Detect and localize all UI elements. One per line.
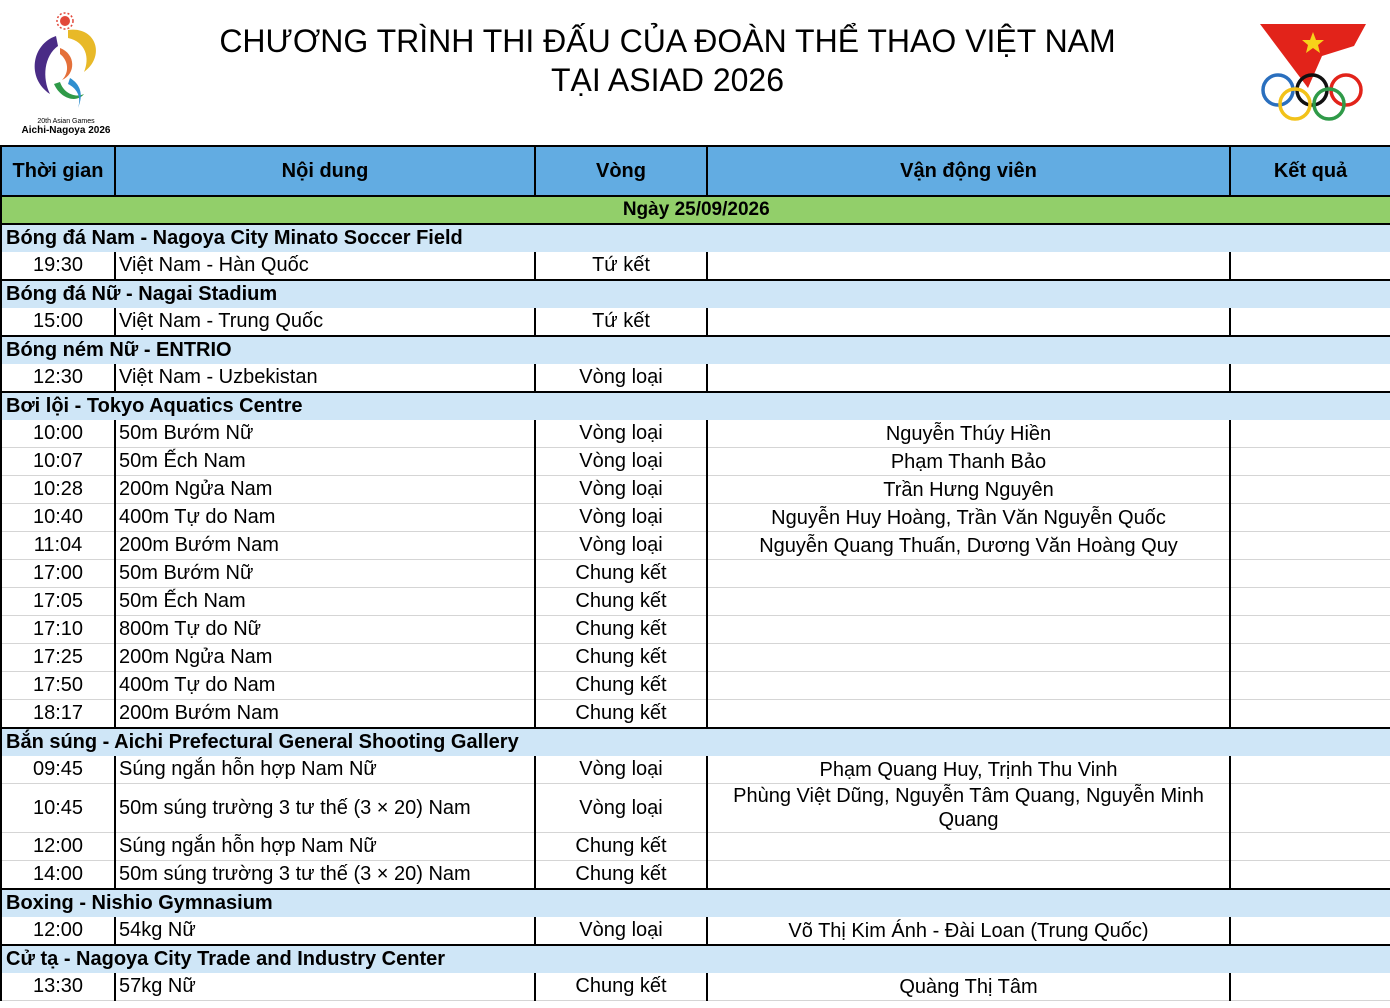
athletes-cell (707, 861, 1230, 890)
schedule-body (1, 196, 1390, 1001)
event-name-cell: 200m Ngửa Nam (115, 476, 535, 504)
table-row (1, 784, 1390, 833)
event-round-cell: Chung kết (535, 616, 707, 644)
event-time-cell: 17:50 (1, 672, 115, 700)
athletes-cell: Nguyễn Quang Thuấn, Dương Văn Hoàng Quy (707, 532, 1230, 560)
athletes-cell: Phùng Việt Dũng, Nguyễn Tâm Quang, Nguyễn Minh Quang (707, 784, 1230, 833)
athletes-cell (707, 644, 1230, 672)
event-time-cell: 12:00 (1, 917, 115, 945)
sport-group-title: Bắn súng - Aichi Prefectural General Shooting Gallery (1, 728, 1390, 756)
athletes-cell (707, 308, 1230, 336)
event-time-cell: 19:30 (1, 252, 115, 280)
result-cell (1230, 861, 1390, 890)
result-cell (1230, 532, 1390, 560)
event-name-cell: 200m Ngửa Nam (115, 644, 535, 672)
sport-group-row (1, 392, 1390, 420)
sport-group-row (1, 889, 1390, 917)
event-round-cell: Chung kết (535, 700, 707, 729)
table-row (1, 308, 1390, 336)
athletes-cell: Phạm Quang Huy, Trịnh Thu Vinh (707, 756, 1230, 784)
result-cell (1230, 420, 1390, 448)
event-round-cell: Vòng loại (535, 532, 707, 560)
result-cell (1230, 700, 1390, 729)
table-row (1, 420, 1390, 448)
event-round-cell: Vòng loại (535, 364, 707, 392)
event-name-cell: 54kg Nữ (115, 917, 535, 945)
event-round-cell: Chung kết (535, 588, 707, 616)
sport-group-row (1, 224, 1390, 252)
title-line-1: CHƯƠNG TRÌNH THI ĐẤU CỦA ĐOÀN THỂ THAO VIỆT NAM (219, 23, 1116, 59)
table-row (1, 504, 1390, 532)
event-name-cell: 50m Bướm Nữ (115, 420, 535, 448)
sport-group-row (1, 945, 1390, 973)
event-round-cell: Chung kết (535, 833, 707, 861)
result-cell (1230, 476, 1390, 504)
table-row (1, 973, 1390, 1001)
event-name-cell: 50m Bướm Nữ (115, 560, 535, 588)
athletes-cell (707, 252, 1230, 280)
event-round-cell: Vòng loại (535, 504, 707, 532)
event-name-cell: Súng ngắn hỗn hợp Nam Nữ (115, 833, 535, 861)
athletes-cell: Quàng Thị Tâm (707, 973, 1230, 1001)
event-time-cell: 11:04 (1, 532, 115, 560)
page-title (0, 22, 1390, 100)
table-row (1, 560, 1390, 588)
event-time-cell: 12:30 (1, 364, 115, 392)
table-row (1, 833, 1390, 861)
event-round-cell: Tứ kết (535, 252, 707, 280)
athletes-cell (707, 588, 1230, 616)
result-cell (1230, 973, 1390, 1001)
sport-group-title: Bơi lội - Tokyo Aquatics Centre (1, 392, 1390, 420)
athletes-cell: Nguyễn Thúy Hiền (707, 420, 1230, 448)
event-round-cell: Vòng loại (535, 476, 707, 504)
sport-group-title: Bóng đá Nữ - Nagai Stadium (1, 280, 1390, 308)
athletes-cell: Nguyễn Huy Hoàng, Trần Văn Nguyễn Quốc (707, 504, 1230, 532)
athletes-cell (707, 833, 1230, 861)
event-name-cell: 200m Bướm Nam (115, 532, 535, 560)
athletes-cell (707, 672, 1230, 700)
event-time-cell: 18:17 (1, 700, 115, 729)
result-cell (1230, 784, 1390, 833)
table-row (1, 644, 1390, 672)
sport-group-row (1, 280, 1390, 308)
sport-group-title: Boxing - Nishio Gymnasium (1, 889, 1390, 917)
event-name-cell: Việt Nam - Trung Quốc (115, 308, 535, 336)
event-name-cell: 57kg Nữ (115, 973, 535, 1001)
event-time-cell: 10:28 (1, 476, 115, 504)
result-cell (1230, 252, 1390, 280)
table-row (1, 448, 1390, 476)
column-header-athletes: Vận động viên (707, 146, 1230, 196)
column-header-round: Vòng (535, 146, 707, 196)
result-cell (1230, 588, 1390, 616)
athletes-cell (707, 700, 1230, 729)
schedule-table (0, 145, 1390, 1001)
athletes-cell: Võ Thị Kim Ánh - Đài Loan (Trung Quốc) (707, 917, 1230, 945)
table-row (1, 861, 1390, 890)
event-time-cell: 12:00 (1, 833, 115, 861)
event-time-cell: 17:10 (1, 616, 115, 644)
event-round-cell: Vòng loại (535, 448, 707, 476)
result-cell (1230, 756, 1390, 784)
event-round-cell: Chung kết (535, 973, 707, 1001)
result-cell (1230, 616, 1390, 644)
result-cell (1230, 448, 1390, 476)
result-cell (1230, 672, 1390, 700)
logo-caption-line1: 20th Asian Games (37, 118, 95, 125)
event-time-cell: 17:00 (1, 560, 115, 588)
athletes-cell (707, 364, 1230, 392)
table-row (1, 616, 1390, 644)
table-row (1, 532, 1390, 560)
event-name-cell: 50m súng trường 3 tư thế (3 × 20) Nam (115, 861, 535, 890)
page-header (0, 0, 1390, 145)
result-cell (1230, 560, 1390, 588)
event-round-cell: Vòng loại (535, 420, 707, 448)
logo-caption-line2: Aichi-Nagoya 2026 (21, 125, 111, 136)
column-header-time: Thời gian (1, 146, 115, 196)
result-cell (1230, 308, 1390, 336)
table-row (1, 917, 1390, 945)
event-name-cell: 50m Ếch Nam (115, 588, 535, 616)
title-line-2: TẠI ASIAD 2026 (550, 62, 784, 98)
event-round-cell: Tứ kết (535, 308, 707, 336)
result-cell (1230, 644, 1390, 672)
event-name-cell: 50m súng trường 3 tư thế (3 × 20) Nam (115, 784, 535, 833)
column-header-result: Kết quả (1230, 146, 1390, 196)
logo-caption (14, 118, 118, 136)
athletes-cell (707, 616, 1230, 644)
event-name-cell: 800m Tự do Nữ (115, 616, 535, 644)
event-time-cell: 09:45 (1, 756, 115, 784)
athletes-cell: Phạm Thanh Bảo (707, 448, 1230, 476)
table-row (1, 364, 1390, 392)
table-row (1, 252, 1390, 280)
result-cell (1230, 833, 1390, 861)
event-name-cell: Việt Nam - Hàn Quốc (115, 252, 535, 280)
event-name-cell: 400m Tự do Nam (115, 672, 535, 700)
event-name-cell: 50m Ếch Nam (115, 448, 535, 476)
event-time-cell: 13:30 (1, 973, 115, 1001)
table-row (1, 588, 1390, 616)
table-row (1, 756, 1390, 784)
event-name-cell: 400m Tự do Nam (115, 504, 535, 532)
sport-group-row (1, 336, 1390, 364)
event-round-cell: Vòng loại (535, 784, 707, 833)
event-name-cell: Súng ngắn hỗn hợp Nam Nữ (115, 756, 535, 784)
table-row (1, 700, 1390, 729)
event-time-cell: 17:05 (1, 588, 115, 616)
event-time-cell: 10:45 (1, 784, 115, 833)
day-row (1, 196, 1390, 224)
sport-group-row (1, 728, 1390, 756)
day-label: Ngày 25/09/2026 (1, 196, 1390, 224)
vietnam-olympic-committee-logo (1256, 18, 1372, 124)
event-round-cell: Chung kết (535, 560, 707, 588)
event-round-cell: Vòng loại (535, 756, 707, 784)
event-time-cell: 14:00 (1, 861, 115, 890)
event-time-cell: 17:25 (1, 644, 115, 672)
event-time-cell: 10:00 (1, 420, 115, 448)
event-name-cell: 200m Bướm Nam (115, 700, 535, 729)
result-cell (1230, 364, 1390, 392)
event-round-cell: Chung kết (535, 644, 707, 672)
table-row (1, 476, 1390, 504)
event-name-cell: Việt Nam - Uzbekistan (115, 364, 535, 392)
sport-group-title: Bóng đá Nam - Nagoya City Minato Soccer Field (1, 224, 1390, 252)
event-round-cell: Chung kết (535, 861, 707, 890)
athletes-cell (707, 560, 1230, 588)
column-header-event: Nội dung (115, 146, 535, 196)
event-round-cell: Vòng loại (535, 917, 707, 945)
result-cell (1230, 917, 1390, 945)
sport-group-title: Cử tạ - Nagoya City Trade and Industry Center (1, 945, 1390, 973)
result-cell (1230, 504, 1390, 532)
event-round-cell: Chung kết (535, 672, 707, 700)
olympic-rings-icon (1263, 75, 1361, 119)
event-time-cell: 15:00 (1, 308, 115, 336)
athletes-cell: Trần Hưng Nguyên (707, 476, 1230, 504)
table-row (1, 672, 1390, 700)
table-header-row (1, 146, 1390, 196)
event-time-cell: 10:07 (1, 448, 115, 476)
event-time-cell: 10:40 (1, 504, 115, 532)
sport-group-title: Bóng ném Nữ - ENTRIO (1, 336, 1390, 364)
